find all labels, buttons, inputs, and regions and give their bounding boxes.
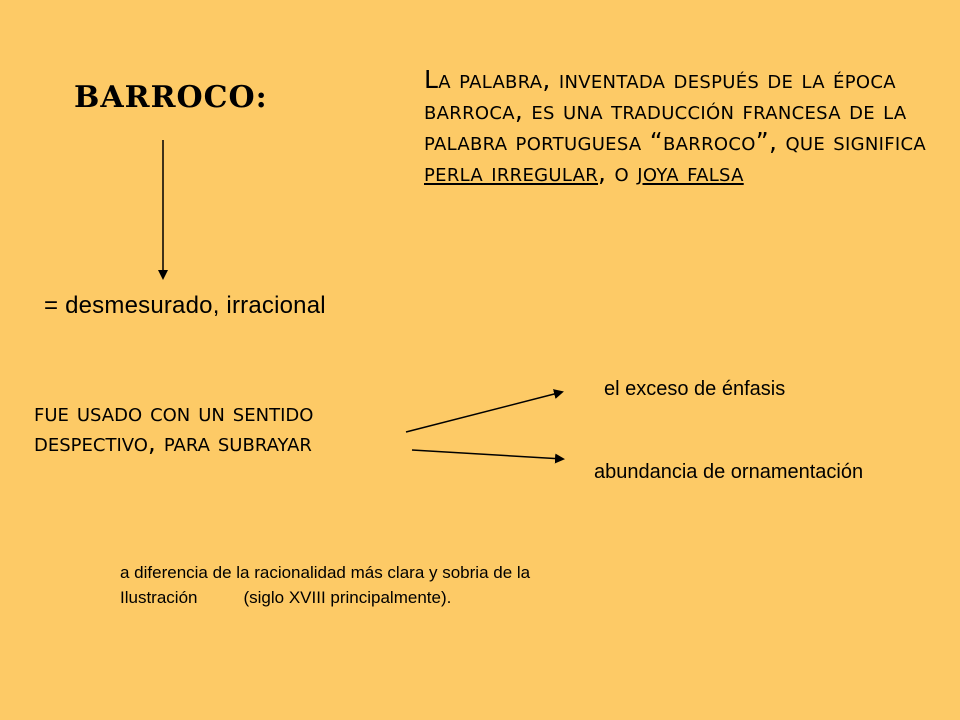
note-ilustracion: Ilustración <box>120 588 198 607</box>
branch-exceso: el exceso de énfasis <box>604 378 786 400</box>
upper-branch-arrow <box>406 392 562 432</box>
meaning-text: = desmesurado, irracional <box>44 292 326 319</box>
usage-text: fue usado con un sentido despectivo, para subrayar <box>34 398 314 457</box>
branch-ornamentacion: abundancia de ornamentación <box>594 461 864 483</box>
note-paragraph <box>120 560 720 610</box>
definition-text: La palabra, inventada después de la época barroca, es una traducción francesa de la palabra portuguesa “barroco”, que significa <box>424 65 927 156</box>
note-siglo: (siglo XVIII principalmente). <box>243 588 452 607</box>
definition-connector: , o <box>598 158 638 187</box>
underlined-term-joya: joya falsa <box>637 158 744 187</box>
underlined-term-perla: perla irregular <box>424 158 599 187</box>
slide-title: BARROCO: <box>74 80 268 115</box>
lower-branch-arrow <box>412 450 563 459</box>
note-line-1: a diferencia de la racionalidad más clara y sobria de la <box>120 563 531 582</box>
